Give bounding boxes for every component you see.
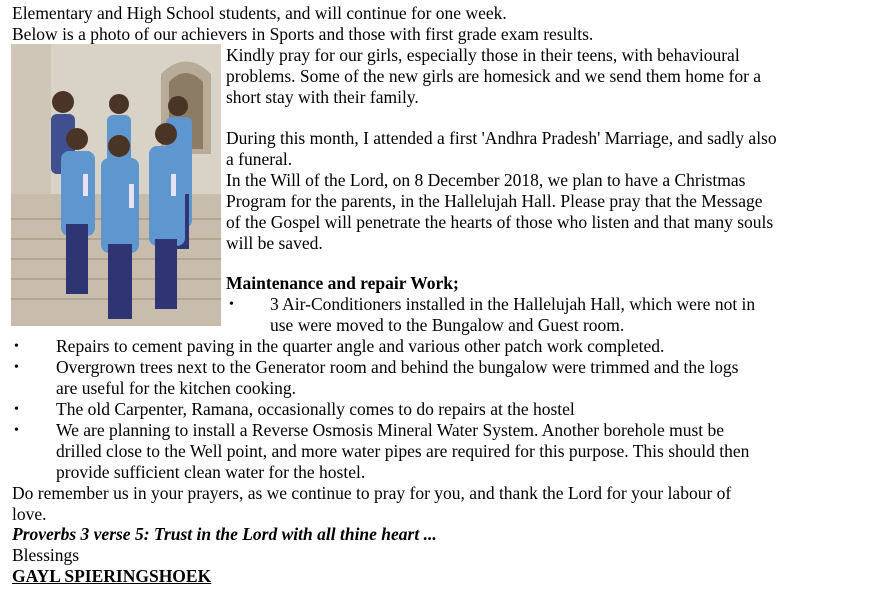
intro-line-1: Elementary and High School students, and will continue for one week. bbox=[12, 3, 507, 23]
signature: GAYL SPIERINGSHOEK bbox=[12, 566, 212, 586]
pray-girls-line-2: problems. Some of the new girls are homesick and we send them home for a bbox=[226, 66, 762, 86]
bullet: • bbox=[14, 360, 19, 375]
closing-line-2: love. bbox=[12, 504, 47, 524]
item5-line-2: drilled close to the Well point, and more water pipes are required for this purpose. This should then bbox=[56, 441, 750, 461]
verse: Proverbs 3 verse 5: Trust in the Lord with all thine heart ... bbox=[12, 524, 437, 544]
christmas-line-2: Program for the parents, in the Hallelujah Hall. Please pray that the Message bbox=[226, 191, 763, 211]
item4-line-1: The old Carpenter, Ramana, occasionally comes to do repairs at the hostel bbox=[56, 399, 575, 419]
item1-line-2: use were moved to the Bungalow and Guest room. bbox=[270, 315, 625, 335]
bullet: • bbox=[14, 402, 19, 417]
maintenance-heading: Maintenance and repair Work; bbox=[226, 273, 459, 293]
bullet: • bbox=[14, 339, 19, 354]
christmas-line-3: of the Gospel will penetrate the hearts of those who listen and that many souls bbox=[226, 212, 774, 232]
item5-line-1: We are planning to install a Reverse Osmosis Mineral Water System. Another borehole must be bbox=[56, 420, 725, 440]
bullet: • bbox=[14, 423, 19, 438]
item2-line-1: Repairs to cement paving in the quarter angle and various other patch work completed. bbox=[56, 336, 665, 356]
item3-line-1: Overgrown trees next to the Generator room and behind the bungalow were trimmed and the logs bbox=[56, 357, 739, 377]
item1-line-1: 3 Air-Conditioners installed in the Hallelujah Hall, which were not in bbox=[270, 294, 756, 314]
blessings: Blessings bbox=[12, 545, 80, 565]
bullet: • bbox=[229, 297, 234, 312]
item3-line-2: are useful for the kitchen cooking. bbox=[56, 378, 297, 398]
marriage-line-2: a funeral. bbox=[226, 149, 293, 169]
students-photo bbox=[11, 44, 221, 326]
christmas-line-1: In the Will of the Lord, on 8 December 2018, we plan to have a Christmas bbox=[226, 170, 746, 190]
intro-line-2: Below is a photo of our achievers in Sports and those with first grade exam results. bbox=[12, 24, 594, 44]
pray-girls-line-1: Kindly pray for our girls, especially those in their teens, with behavioural bbox=[226, 45, 740, 65]
marriage-line-1: During this month, I attended a first 'Andhra Pradesh' Marriage, and sadly also bbox=[226, 128, 777, 148]
photo-of-students-icon bbox=[11, 44, 221, 326]
item5-line-3: provide sufficient clean water for the hostel. bbox=[56, 462, 366, 482]
closing-line-1: Do remember us in your prayers, as we continue to pray for you, and thank the Lord for your labour of bbox=[12, 483, 732, 503]
pray-girls-line-3: short stay with their family. bbox=[226, 87, 419, 107]
christmas-line-4: will be saved. bbox=[226, 233, 323, 253]
